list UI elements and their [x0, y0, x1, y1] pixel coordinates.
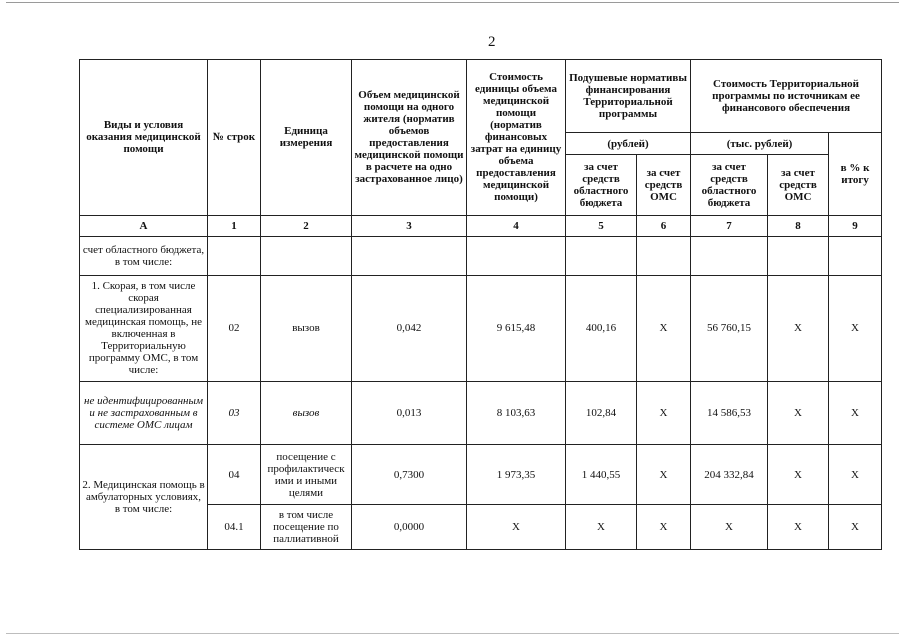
row-pc-oms: Х	[637, 275, 691, 381]
header-pc-oms: за счет средств ОМС	[637, 155, 691, 216]
page-number: 2	[488, 34, 496, 50]
row-unit: посещение с профилактическ ими и иными целями	[261, 444, 352, 505]
row-pc-budget	[566, 237, 637, 275]
row-pc-budget: 102,84	[566, 381, 637, 444]
row-pc-oms: Х	[637, 381, 691, 444]
row-volume: 0,042	[352, 275, 467, 381]
row-pc-oms: Х	[637, 444, 691, 505]
row-unit: вызов	[261, 381, 352, 444]
table-row	[80, 275, 882, 381]
row-cost-budget	[691, 237, 768, 275]
header-unit-rubles: (рублей)	[566, 132, 691, 154]
header-type: Виды и условия оказания медицинской помощи	[80, 60, 208, 216]
header-unit: Единица измерения	[261, 60, 352, 216]
row-unit-cost: 9 615,48	[467, 275, 566, 381]
row-cost-budget: 56 760,15	[691, 275, 768, 381]
colnum-4: 4	[467, 215, 566, 236]
header-cost-budget: за счет средств областного бюджета	[691, 155, 768, 216]
row-unit: вызов	[261, 275, 352, 381]
row-pc-budget: Х	[566, 505, 637, 550]
row-cost-oms: Х	[768, 444, 829, 505]
row-cost-oms	[768, 237, 829, 275]
row-cost-oms: Х	[768, 275, 829, 381]
row-unit: в том числе посещение по паллиативной	[261, 505, 352, 550]
row-percent: Х	[829, 381, 882, 444]
colnum-1: 1	[208, 215, 261, 236]
financing-table	[79, 59, 882, 550]
bottom-scan-line	[6, 633, 899, 634]
header-row-number: № строк	[208, 60, 261, 216]
row-cost-budget: Х	[691, 505, 768, 550]
row-percent	[829, 237, 882, 275]
row-percent: Х	[829, 505, 882, 550]
header-cost-by-source-group: Стоимость Территориальной программы по источникам ее финансового обеспечения	[691, 60, 882, 133]
row-unit-cost: 1 973,35	[467, 444, 566, 505]
row-number: 04	[208, 444, 261, 505]
row-cost-budget: 204 332,84	[691, 444, 768, 505]
top-scan-line	[6, 2, 899, 3]
row-pc-budget: 1 440,55	[566, 444, 637, 505]
colnum-7: 7	[691, 215, 768, 236]
colnum-8: 8	[768, 215, 829, 236]
row-number	[208, 237, 261, 275]
colnum-a: А	[80, 215, 208, 236]
row-name: 1. Скорая, в том числе скорая специализированная медицинская помощь, не включенная в Территориальную программу ОМС, в том числе:	[80, 275, 208, 381]
row-volume: 0,0000	[352, 505, 467, 550]
row-cost-budget: 14 586,53	[691, 381, 768, 444]
header-per-capita-group: Подушевые нормативы финансирования Территориальной программы	[566, 60, 691, 133]
colnum-6: 6	[637, 215, 691, 236]
header-row-1	[80, 60, 882, 133]
row-number: 02	[208, 275, 261, 381]
header-percent-total: в % к итогу	[829, 132, 882, 215]
header-unit-cost: Стоимость единицы объема медицинской помощи (норматив финансовых затрат на единицу объема предоставления медицинской помощи)	[467, 60, 566, 216]
header-cost-oms: за счет средств ОМС	[768, 155, 829, 216]
row-volume: 0,013	[352, 381, 467, 444]
colnum-3: 3	[352, 215, 467, 236]
row-name: 2. Медицинская помощь в амбулаторных условиях, в том числе:	[80, 444, 208, 549]
row-unit-cost	[467, 237, 566, 275]
header-pc-budget: за счет средств областного бюджета	[566, 155, 637, 216]
row-volume	[352, 237, 467, 275]
row-number: 04.1	[208, 505, 261, 550]
row-pc-oms: Х	[637, 505, 691, 550]
row-unit-cost: 8 103,63	[467, 381, 566, 444]
row-volume: 0,7300	[352, 444, 467, 505]
row-unit	[261, 237, 352, 275]
row-cost-oms: Х	[768, 505, 829, 550]
row-pc-oms	[637, 237, 691, 275]
row-unit-cost: Х	[467, 505, 566, 550]
row-percent: Х	[829, 444, 882, 505]
table-row	[80, 444, 882, 505]
row-name: не идентифицированным и не застрахованным в системе ОМС лицам	[80, 381, 208, 444]
row-percent: Х	[829, 275, 882, 381]
table-row	[80, 237, 882, 275]
colnum-5: 5	[566, 215, 637, 236]
row-cost-oms: Х	[768, 381, 829, 444]
row-name: счет областного бюджета, в том числе:	[80, 237, 208, 275]
header-unit-thousand-rubles: (тыс. рублей)	[691, 132, 829, 154]
row-number: 03	[208, 381, 261, 444]
table-row	[80, 381, 882, 444]
row-pc-budget: 400,16	[566, 275, 637, 381]
colnum-9: 9	[829, 215, 882, 236]
column-number-row	[80, 215, 882, 236]
colnum-2: 2	[261, 215, 352, 236]
header-volume: Объем медицинской помощи на одного жителя (норматив объемов предоставления медицинской помощи в расчете на одно застрахованное лицо)	[352, 60, 467, 216]
